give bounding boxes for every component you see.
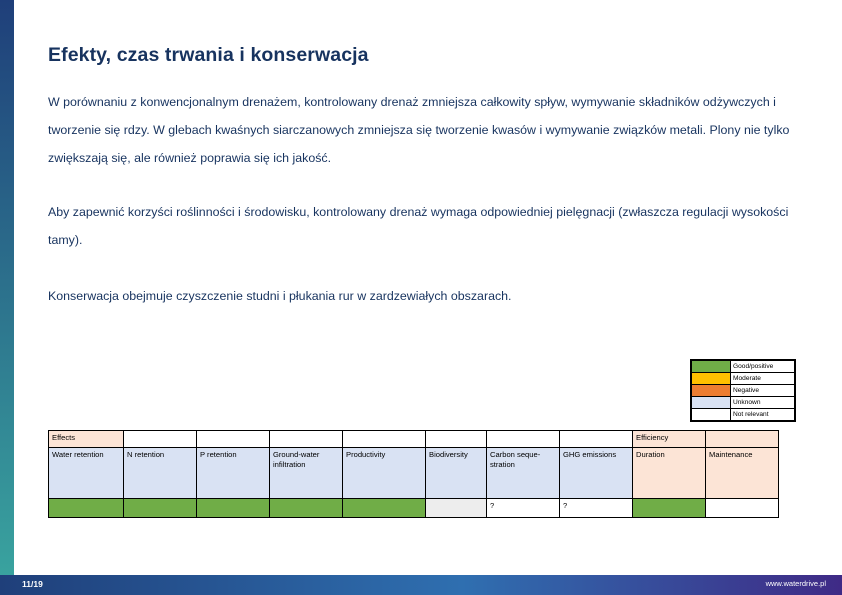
value-carbon-sequestration: ? — [487, 499, 560, 518]
group-header-blank-8 — [706, 431, 779, 448]
group-header-blank-1 — [124, 431, 197, 448]
footer-website[interactable]: www.waterdrive.pl — [765, 579, 826, 588]
value-ghg-emissions: ? — [560, 499, 633, 518]
paragraph-2: Aby zapewnić korzyści roślinności i środowisku, kontrolowany drenaż wymaga odpowiedniej pielęgnacji (zwłaszcza regulacji wysokości tamy). — [48, 205, 789, 247]
legend-row — [692, 397, 795, 409]
page-number: 11/19 — [22, 579, 43, 589]
column-header-ghg-emissions: GHG emissions — [560, 448, 633, 499]
legend-label-good: Good/positive — [731, 361, 795, 373]
column-header-groundwater-infiltration: Ground-water infiltration — [270, 448, 343, 499]
value-n-retention — [124, 499, 197, 518]
legend-swatch-unknown — [692, 397, 731, 409]
value-water-retention — [49, 499, 124, 518]
group-header-efficiency: Efficiency — [633, 431, 706, 448]
column-header-carbon-sequestration: Carbon seque-stration — [487, 448, 560, 499]
legend-swatch-good — [692, 361, 731, 373]
column-header-productivity: Productivity — [343, 448, 426, 499]
value-duration — [633, 499, 706, 518]
value-productivity — [343, 499, 426, 518]
legend-swatch-not-relevant — [692, 409, 731, 421]
legend-label-negative: Negative — [731, 385, 795, 397]
left-accent-bar — [0, 0, 14, 595]
group-header-blank-4 — [343, 431, 426, 448]
legend-label-unknown: Unknown — [731, 397, 795, 409]
legend-swatch-negative — [692, 385, 731, 397]
group-header-blank-3 — [270, 431, 343, 448]
legend — [690, 359, 796, 422]
legend-row — [692, 385, 795, 397]
column-header-biodiversity: Biodiversity — [426, 448, 487, 499]
group-header-blank-5 — [426, 431, 487, 448]
legend-row — [692, 409, 795, 421]
paragraph-1: W porównaniu z konwencjonalnym drenażem, kontrolowany drenaż zmniejsza całkowity spływ, wymywanie składników odżywczych i tworzenie się rdzy. W glebach kwaśnych siarczanowych zmniejsza się tworzenie kwasów i wymywanie związków metali. Plony nie tylko zwiększają się, ale również poprawia się ich jakość. — [48, 95, 790, 165]
legend-swatch-moderate — [692, 373, 731, 385]
paragraph-3: Konserwacja obejmuje czyszczenie studni i płukania rur w zardzewiałych obszarach. — [48, 289, 512, 303]
column-header-p-retention: P retention — [197, 448, 270, 499]
effects-matrix-table — [48, 430, 779, 518]
column-header-duration: Duration — [633, 448, 706, 499]
value-biodiversity — [426, 499, 487, 518]
table-row-group-headers — [49, 431, 779, 448]
slide-footer — [0, 575, 842, 595]
value-maintenance — [706, 499, 779, 518]
group-header-effects: Effects — [49, 431, 124, 448]
value-p-retention — [197, 499, 270, 518]
column-header-water-retention: Water retention — [49, 448, 124, 499]
table-row-values — [49, 499, 779, 518]
table-row-column-headers — [49, 448, 779, 499]
group-header-blank-6 — [487, 431, 560, 448]
column-header-n-retention: N retention — [124, 448, 197, 499]
value-groundwater-infiltration — [270, 499, 343, 518]
page-title: Efekty, czas trwania i konserwacja — [48, 44, 369, 66]
legend-row — [692, 361, 795, 373]
group-header-blank-7 — [560, 431, 633, 448]
column-header-maintenance: Maintenance — [706, 448, 779, 499]
group-header-blank-2 — [197, 431, 270, 448]
legend-label-not-relevant: Not relevant — [731, 409, 795, 421]
legend-label-moderate: Moderate — [731, 373, 795, 385]
legend-row — [692, 373, 795, 385]
